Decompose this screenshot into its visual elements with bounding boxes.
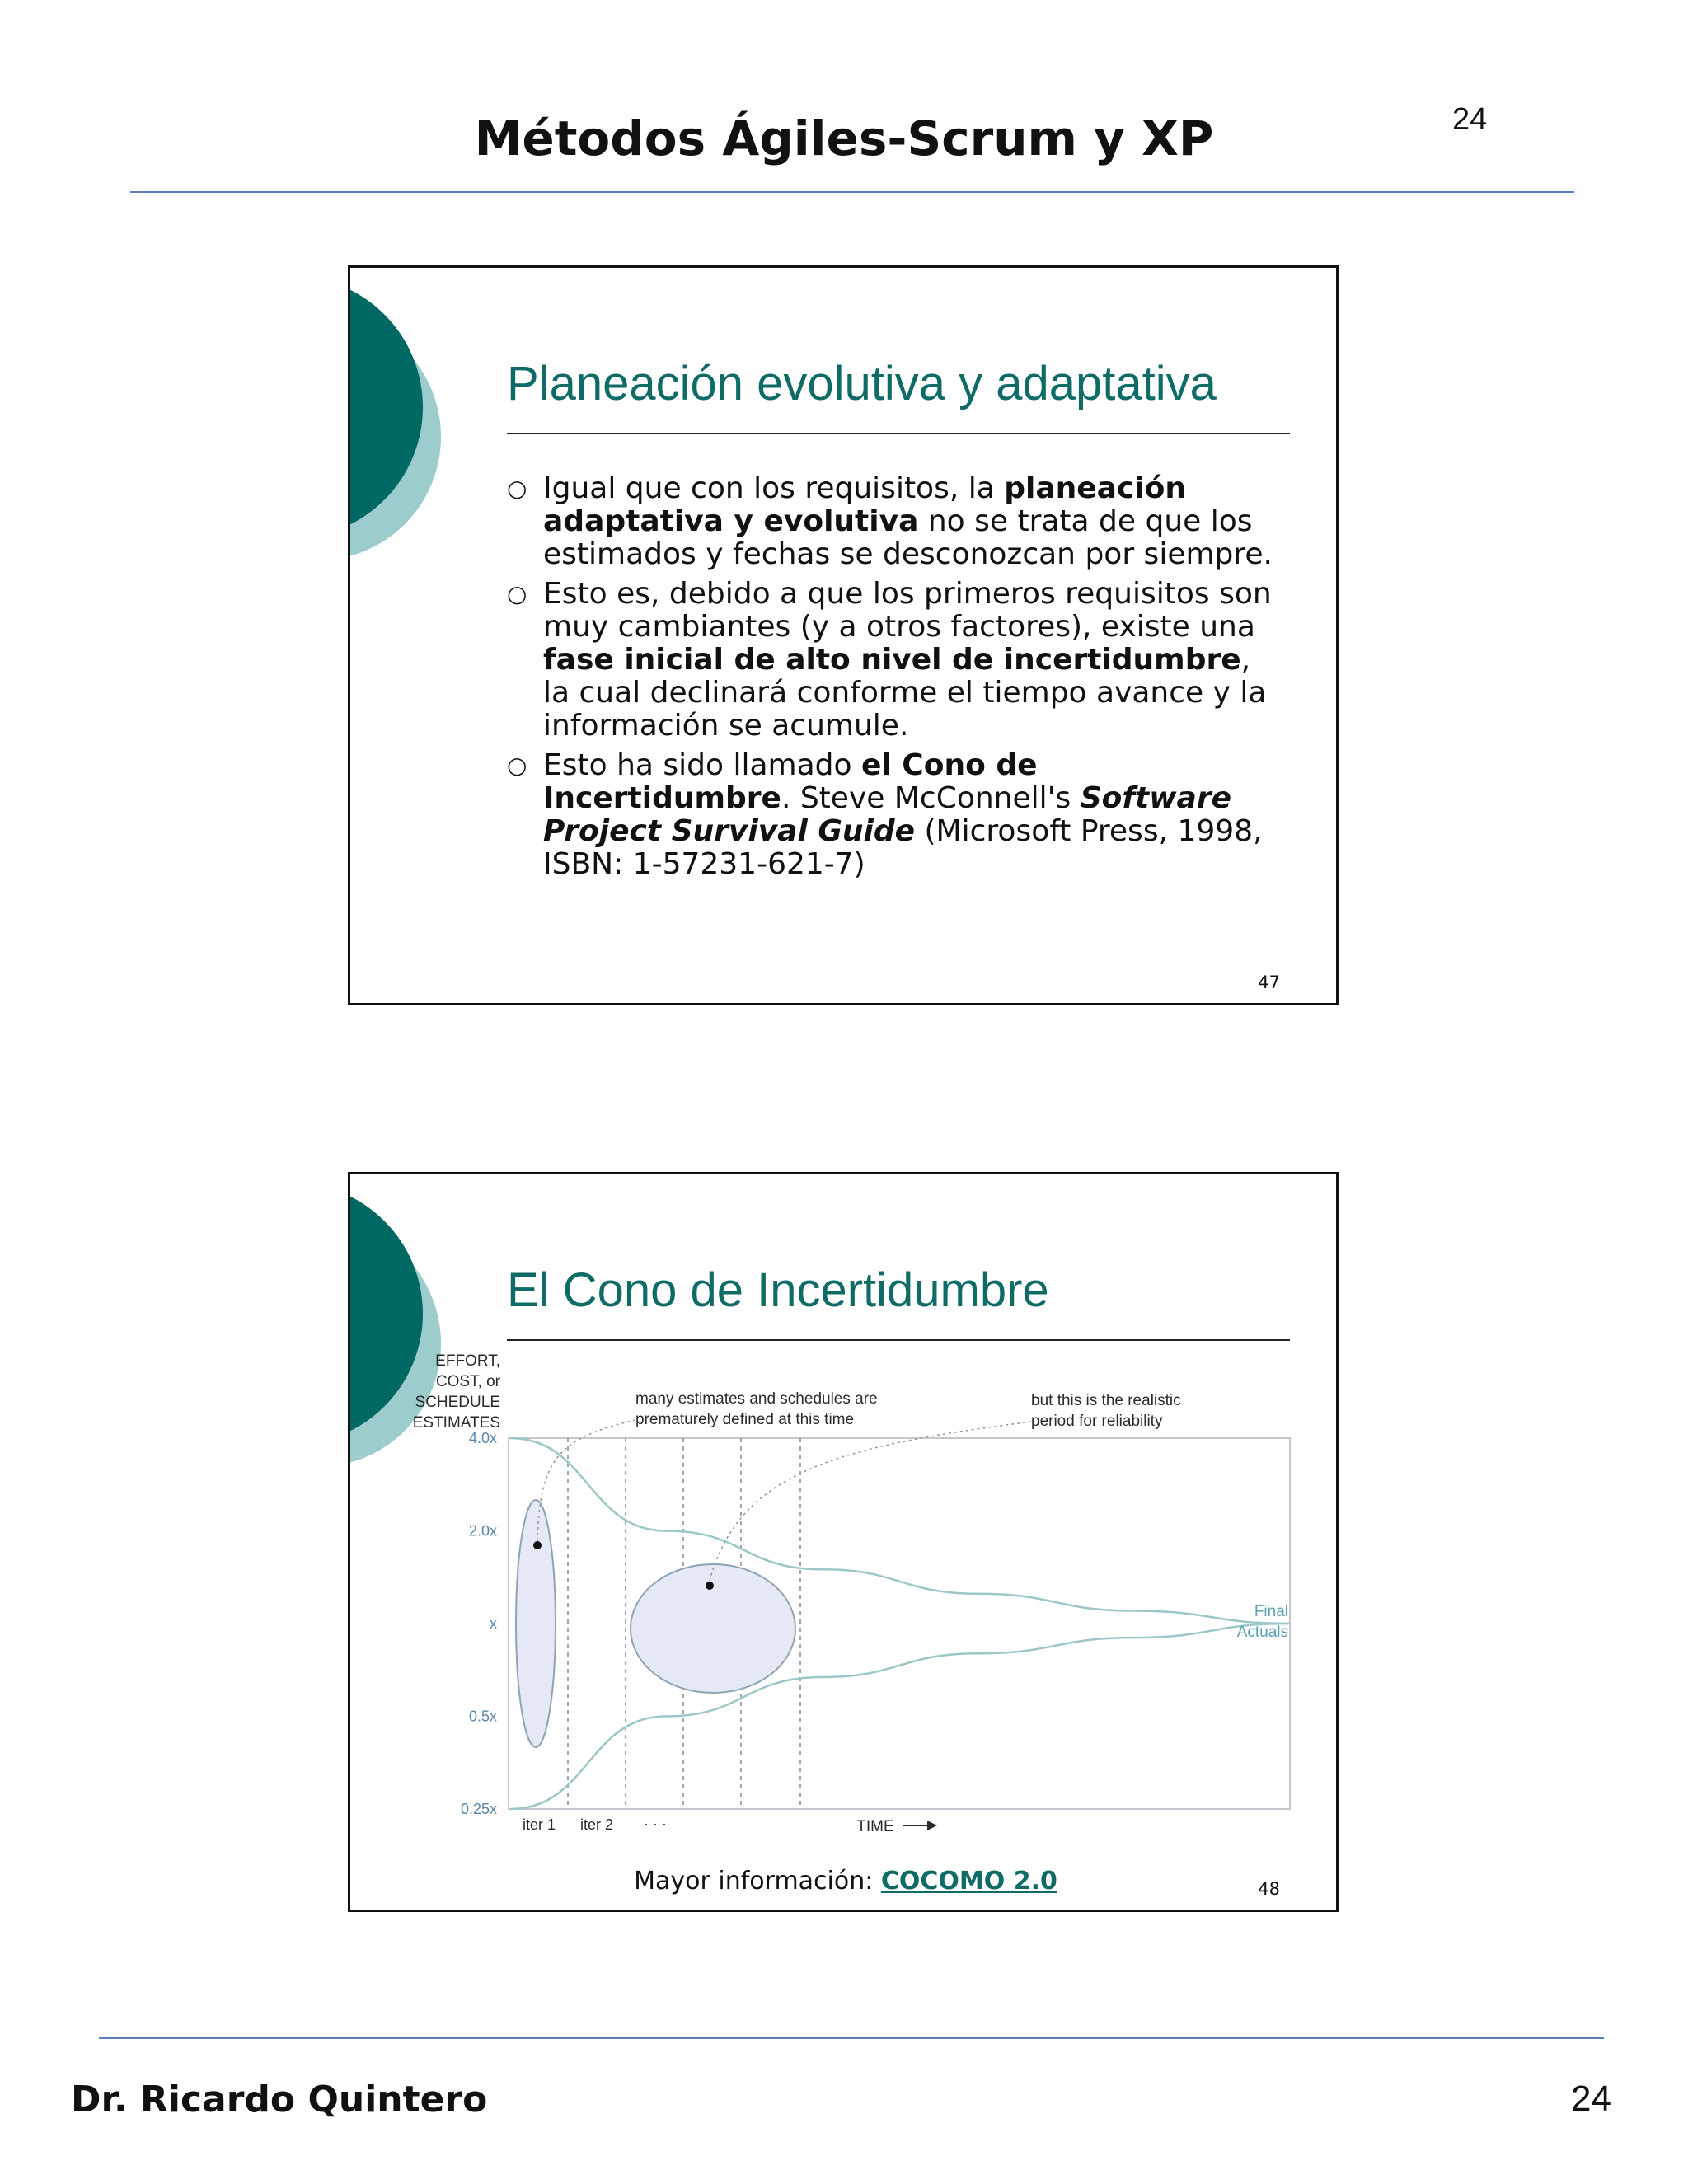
- x-axis-label: TIME: [856, 1818, 894, 1835]
- cone-of-uncertainty-chart: [350, 1174, 1339, 1858]
- y-tick-label: 0.25x: [460, 1801, 497, 1817]
- slide-number: 47: [1258, 972, 1280, 992]
- x-tick-label: · · ·: [644, 1816, 667, 1832]
- cocomo-link[interactable]: COCOMO 2.0: [880, 1867, 1057, 1896]
- bullet-text: [543, 748, 1263, 881]
- annotation-early: prematurely defined at this time: [635, 1411, 855, 1428]
- y-tick-label: 4.0x: [468, 1430, 497, 1446]
- footer-author: Dr. Ricardo Quintero: [71, 2079, 488, 2121]
- bullet-text-segment: Igual que con los requisitos, la: [543, 471, 1005, 505]
- bullet-marker-icon: ○: [507, 580, 528, 607]
- bullet-text-segment: no se trata de que los estimados y fechas se desconozcan por siempre.: [543, 504, 1273, 571]
- bullet-item: [507, 578, 1282, 743]
- bullet-text-segment: . Steve McConnell's: [781, 781, 1081, 815]
- y-axis-label: COST, or: [435, 1373, 500, 1390]
- slide-title-rule: [507, 433, 1290, 434]
- x-tick-label: iter 2: [579, 1816, 614, 1833]
- estimate-point: [706, 1582, 714, 1590]
- bullet-text-segment: (Microsoft Press, 1998, ISBN: 1-57231-621-7): [543, 814, 1263, 881]
- page-title: Métodos Ágiles-Scrum y XP: [474, 110, 1214, 166]
- slide-title: Planeación evolutiva y adaptativa: [507, 357, 1217, 410]
- footer-page-number: 24: [1571, 2079, 1611, 2119]
- bullet-text-segment: , la cual declinará conforme el tiempo avance y la información se acumule.: [543, 643, 1267, 743]
- y-tick-label: 2.0x: [468, 1522, 497, 1540]
- slide-title: El Cono de Incertidumbre: [507, 1263, 1049, 1317]
- y-axis-label: EFFORT,: [435, 1352, 500, 1370]
- y-axis-label: ESTIMATES: [412, 1414, 500, 1432]
- slide-number: 48: [1258, 1879, 1280, 1899]
- bullet-list: [507, 472, 1282, 888]
- annotation-early: many estimates and schedules are: [635, 1390, 878, 1408]
- annotation-realistic: but this is the realistic: [1031, 1392, 1181, 1409]
- slide-48: [348, 1172, 1339, 1912]
- y-axis-label: SCHEDULE: [415, 1394, 500, 1411]
- bullet-text: [543, 577, 1272, 743]
- bullet-emphasis: fase inicial de alto nivel de incertidumbre: [543, 643, 1241, 677]
- slide-47: [348, 265, 1339, 1005]
- bullet-item: [507, 472, 1282, 571]
- cone-curve: [510, 1624, 1290, 1809]
- end-label: Final: [1254, 1603, 1288, 1620]
- bullet-marker-icon: ○: [507, 475, 528, 502]
- cone-curve: [510, 1438, 1290, 1624]
- bullet-text-segment: Esto es, debido a que los primeros requisitos son muy cambiantes (y a otros factores), existe una: [543, 577, 1272, 644]
- page-number-top: 24: [1452, 102, 1488, 137]
- x-tick-label: iter 1: [522, 1816, 556, 1833]
- bullet-emphasis: planeación adaptativa y evolutiva: [543, 471, 1187, 538]
- header-rule: [130, 191, 1574, 193]
- bullet-text-segment: Esto ha sido llamado: [543, 748, 861, 782]
- y-tick-label: 0.5x: [468, 1708, 497, 1725]
- y-tick-label: x: [490, 1615, 497, 1632]
- bullet-text: [543, 471, 1273, 571]
- more-info-label: Mayor información:: [634, 1867, 881, 1896]
- time-arrow-head-icon: [927, 1821, 937, 1830]
- bullet-emphasis: Software Project Survival Guide: [543, 781, 1231, 848]
- bullet-item: [507, 749, 1282, 881]
- estimate-point: [533, 1541, 542, 1549]
- bullet-marker-icon: ○: [507, 752, 528, 779]
- bullet-emphasis: el Cono de Incertidumbre: [543, 748, 1038, 815]
- end-label: Actuals: [1236, 1624, 1288, 1641]
- annotation-realistic: period for reliability: [1031, 1413, 1163, 1430]
- footer-rule: [99, 2037, 1604, 2039]
- early-estimate-ellipse: [516, 1500, 556, 1747]
- more-info: [350, 1867, 1339, 1896]
